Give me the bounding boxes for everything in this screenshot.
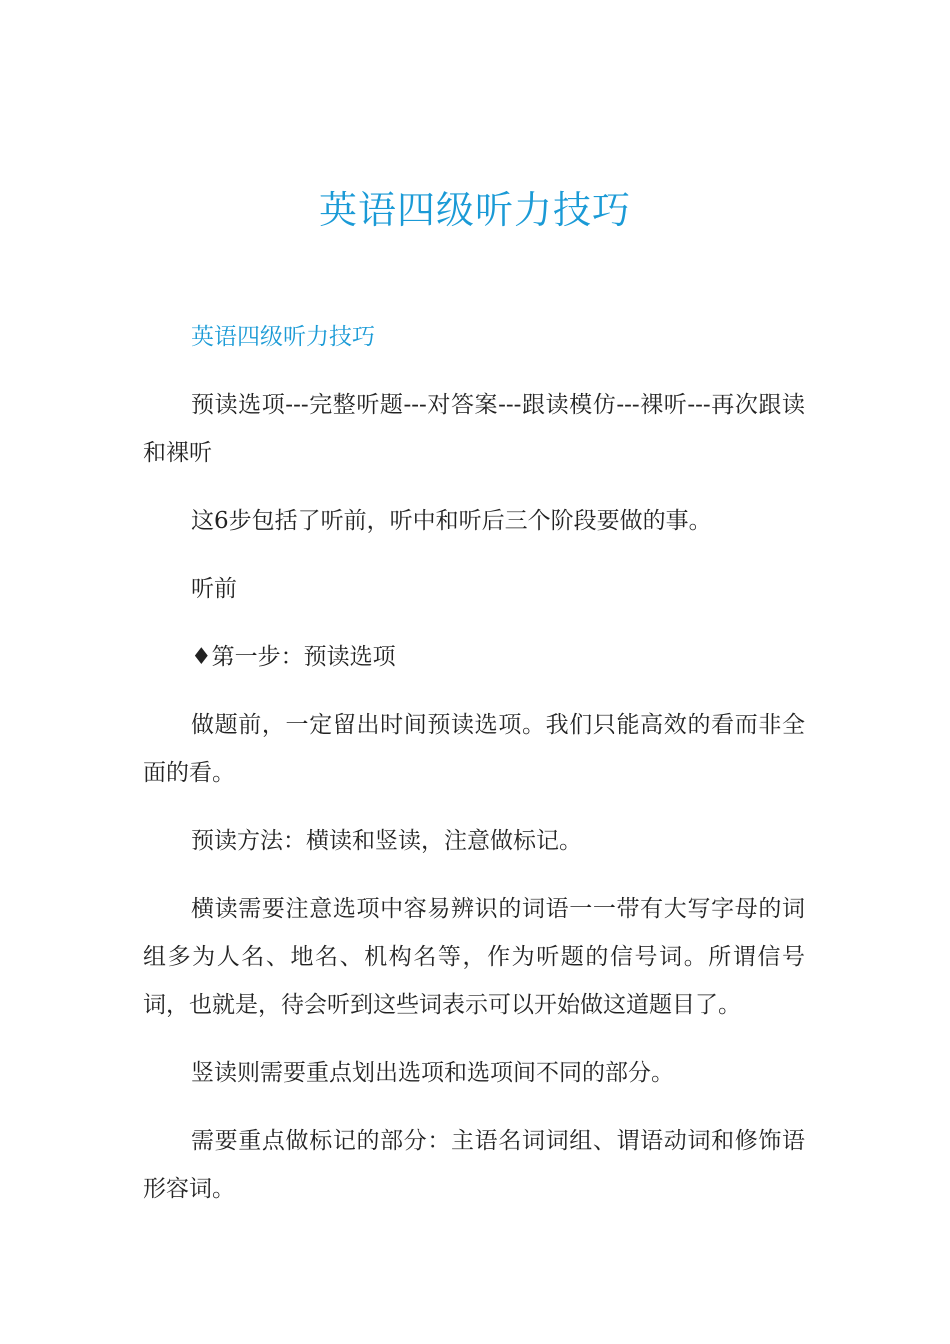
document-title: 英语四级听力技巧: [318, 188, 631, 232]
paragraph-horizontal-reading: 横读需要注意选项中容易辨识的词语一一带有大写字母的词组多为人名、地名、机构名等，作为听题的信号词。所谓信号词，也就是，待会听到这些词表示可以开始做这道题目了。: [143, 896, 805, 1018]
paragraph-preread-method: 预读方法：横读和竖读，注意做标记。: [191, 828, 582, 854]
paragraph-vertical-reading: 竖读则需要重点划出选项和选项间不同的部分。: [191, 1060, 674, 1086]
document-body: [143, 313, 805, 1233]
paragraph-six-steps: 这6步包括了听前，听中和听后三个阶段要做的事。: [191, 508, 712, 534]
section-heading: 英语四级听力技巧: [191, 324, 375, 350]
paragraph-steps-overview: 预读选项---完整听题---对答案---跟读模仿---裸听---再次跟读和裸听: [143, 392, 805, 466]
paragraph-step-one: ♦第一步：预读选项: [191, 644, 396, 670]
paragraph-preread-tip: 做题前，一定留出时间预读选项。我们只能高效的看而非全面的看。: [143, 712, 805, 786]
paragraph-marking-parts: 需要重点做标记的部分：主语名词词组、谓语动词和修饰语形容词。: [143, 1128, 805, 1202]
paragraph-before-listening: 听前: [191, 576, 237, 602]
